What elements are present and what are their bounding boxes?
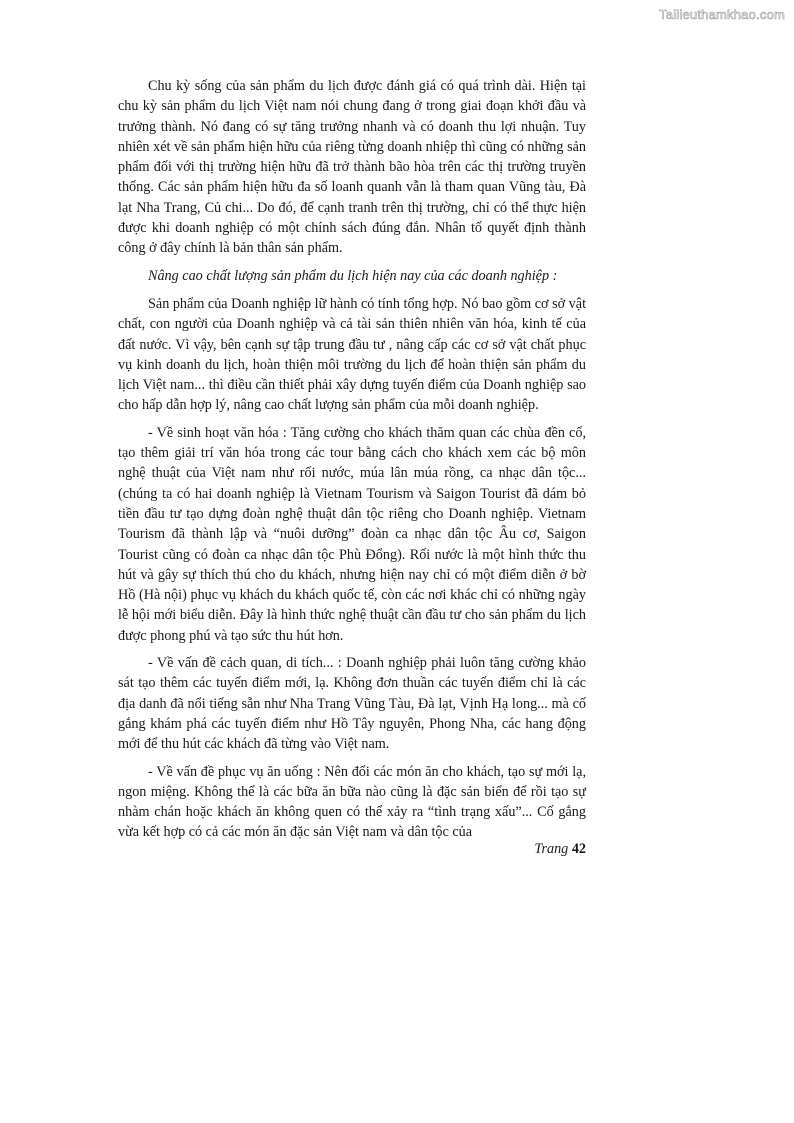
document-body <box>118 76 586 850</box>
page-number: 42 <box>571 841 586 857</box>
paragraph-landscape-relics: - Về vấn đề cảch quan, di tích... : Doanh nghiệp phải luôn tăng cường khảo sát tạo thêm các tuyến điểm mới, lạ. Không đơn thuần các tuyến điểm chỉ là các địa danh đã nổi tiếng sẵn như Nha Trang Vũng Tàu, Đà lạt, Vịnh Hạ long... mà cố gắng khám phá các tuyến điểm như Hồ Tây nguyên, Phong Nha, các hang động mới để thu hút các khách đã từng vào Việt nam. <box>118 655 586 753</box>
paragraph-travel-product: Sản phẩm của Doanh nghiệp lữ hành có tính tổng hợp. Nó bao gồm cơ sở vật chất, con người của Doanh nghiệp và cả tài sản thiên nhiên văn hóa, kinh tế của đất nước. Vì vậy, bên cạnh sự tập trung đầu tư , nâng cấp các cơ sở vật chất phục vụ kinh doanh du lịch, hoàn thiện môi trường du lịch để hoàn thiện sản phẩm du lịch Việt nam... thì điều cần thiết phải xây dựng tuyến điểm của Doanh nghiệp sao cho hấp dẫn hợp lý, nâng cao chất lượng sản phẩm của mỗi doanh nghiệp. <box>118 295 587 414</box>
watermark-text: Tailieuthamkhao.com <box>659 7 785 22</box>
paragraph-product-lifecycle: Chu kỳ sống của sản phẩm du lịch được đánh giá có quá trình dài. Hiện tại chu kỳ sản phẩm du lịch Việt nam nói chung đang ở trong giai đoạn khởi đầu và trưởng thành. Nó đang có sự tăng trưởng nhanh và có doanh thu lợi nhuận. Tuy nhiên xét về sản phẩm hiện hữu của riêng từng doanh nhiệp thì cũng có những sản phẩm đối với thị trường hiện hữu đã trở thành bão hòa trên các thị trường truyền thống. Các sản phẩm hiện hữu đa số loanh quanh vẫn là tham quan Vũng tàu, Đà lạt Nha Trang, Củ chi... Do đó, để cạnh tranh trên thị trường, chỉ có thể thực hiện được khi doanh nghiệp có một chính sách đúng đắn. Nhân tố quyết định thành công ở đây chính là bản thân sản phẩm. <box>118 78 586 257</box>
paragraph-cultural-activities: - Về sinh hoạt văn hóa : Tăng cường cho khách thăm quan các chùa đền cổ, tạo thêm giải trí văn hóa trong các tour bằng cách cho khách xem các bộ môn nghệ thuật của Việt nam như rối nước, múa lân múa rồng, ca nhạc dân tộc... (chúng ta có hai doanh nghiệp là Vietnam Tourism và Saigon Tourist đã dám bỏ tiền đầu tư tạo dựng đoàn nghệ thuật dân tộc riêng cho Doanh nghiệp. Vietnam Tourism đã thành lập và “nuôi dưỡng” đoàn ca nhạc dân tộc Âu cơ, Saigon Tourist cũng có đoàn ca nhạc dân tộc Phù Đổng). Rối nước là một hình thức thu hút và gây sự thích thú cho du khách, nhưng hiện nay chỉ có một điểm diễn ở bờ Hồ (Hà nội) phục vụ khách du khách quốc tế, còn các nơi khác chỉ có những ngày lễ hội mới biểu diễn. Đây là hình thức nghệ thuật cần đầu tư cho sản phẩm du lịch được phong phú và tạo sức thu hút hơn. <box>118 424 586 644</box>
page-footer <box>118 841 586 858</box>
paragraph-food-service: - Về vấn đề phục vụ ăn uống : Nên đổi các món ăn cho khách, tạo sự mới lạ, ngon miệng. Không thể là các bữa ăn bữa nào cũng là đặc sản biển để rồi tạo sự nhàm chán hoặc khách ăn không quen có thể xảy ra “tình trạng xấu”... Cố gắng vừa kết hợp có cả các món ăn đặc sản Việt nam và dân tộc của <box>118 763 586 841</box>
paragraph-subheading-quality: Nâng cao chất lượng sản phẩm du lịch hiện nay của các doanh nghiệp : <box>148 267 558 284</box>
page-label: Trang <box>534 841 569 857</box>
